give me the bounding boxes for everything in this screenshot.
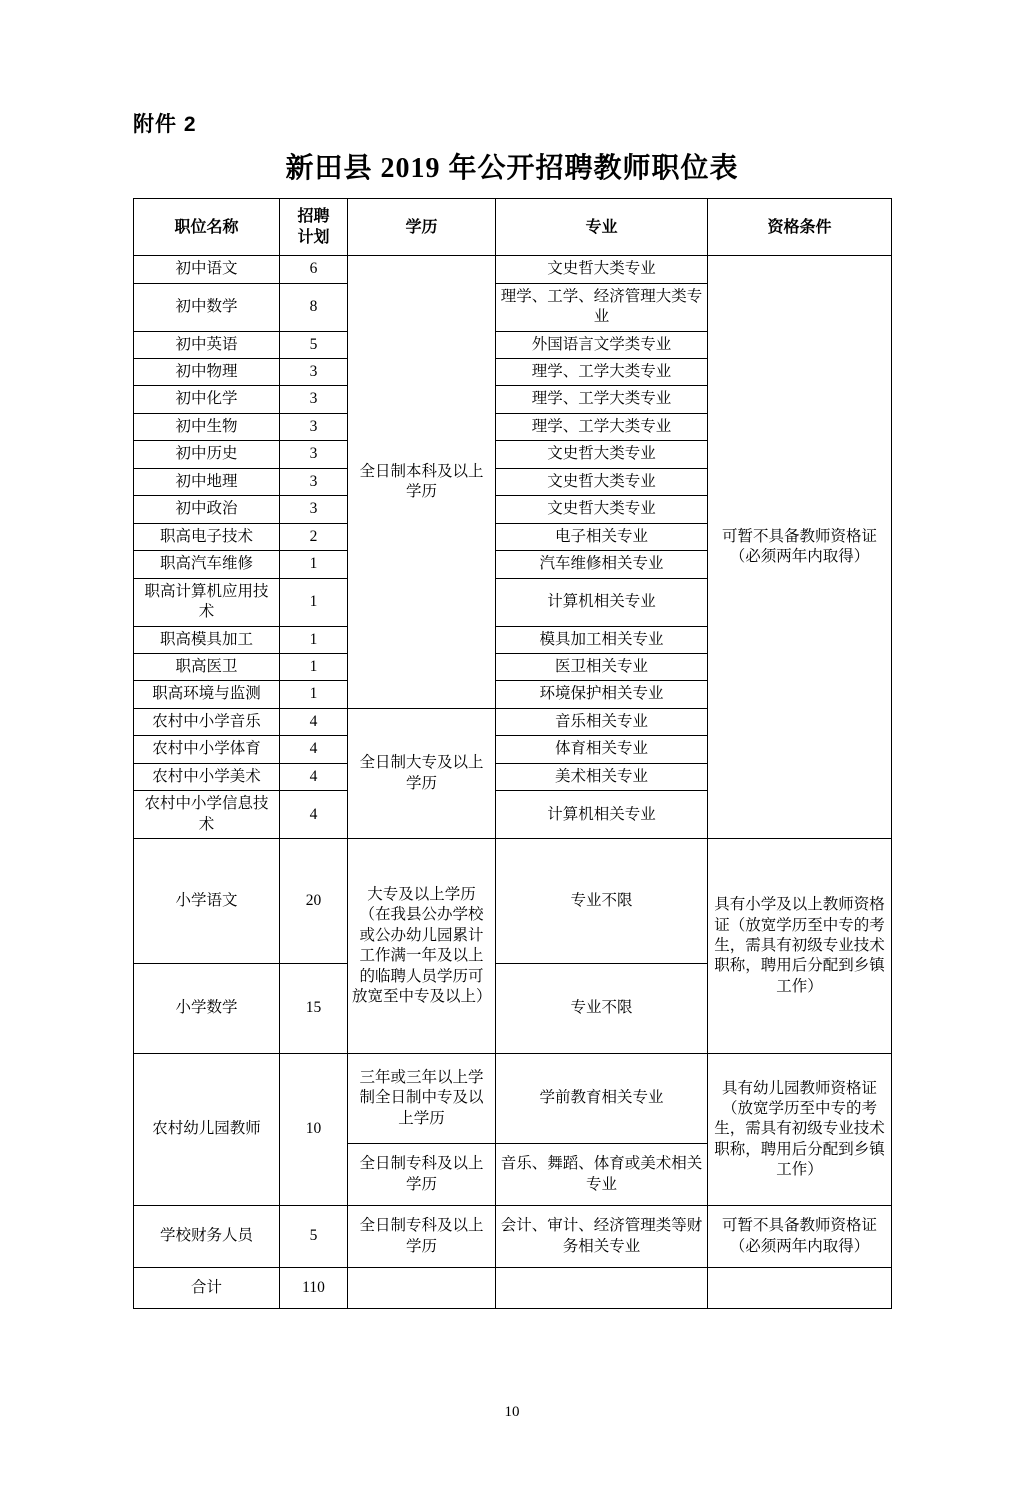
cell-plan: 1 [280, 551, 348, 578]
table-total-row [134, 1268, 892, 1309]
cell-plan: 8 [280, 283, 348, 331]
cell-qualification-kindergarten-cert: 具有幼儿园教师资格证（放宽学历至中专的考生，需具有初级专业技术职称，聘用后分配到乡镇工作） [708, 1054, 892, 1206]
total-education-blank [348, 1268, 496, 1309]
header-plan-line1: 招聘 [297, 208, 330, 225]
cell-major: 学前教育相关专业 [496, 1054, 708, 1144]
cell-major: 计算机相关专业 [496, 578, 708, 626]
cell-education-kindergarten-a: 三年或三年以上学制全日制中专及以上学历 [348, 1054, 496, 1144]
cell-major: 理学、工学大类专业 [496, 386, 708, 413]
cell-plan: 3 [280, 496, 348, 523]
table-header-row [134, 199, 892, 256]
cell-major: 理学、工学、经济管理大类专业 [496, 283, 708, 331]
cell-position: 初中生物 [134, 413, 280, 440]
cell-plan: 10 [280, 1054, 348, 1206]
header-plan [280, 199, 348, 256]
cell-major: 美术相关专业 [496, 763, 708, 790]
total-major-blank [496, 1268, 708, 1309]
cell-major: 理学、工学大类专业 [496, 413, 708, 440]
cell-position: 农村幼儿园教师 [134, 1054, 280, 1206]
table-row [134, 839, 892, 964]
header-qualification: 资格条件 [708, 199, 892, 256]
cell-plan: 20 [280, 839, 348, 964]
cell-position: 农村中小学信息技术 [134, 791, 280, 839]
header-education: 学历 [348, 199, 496, 256]
cell-major: 音乐相关专业 [496, 708, 708, 735]
cell-plan: 2 [280, 523, 348, 550]
cell-major: 汽车维修相关专业 [496, 551, 708, 578]
cell-major: 文史哲大类专业 [496, 441, 708, 468]
cell-plan: 6 [280, 256, 348, 283]
cell-major: 专业不限 [496, 839, 708, 964]
cell-plan: 4 [280, 763, 348, 790]
cell-position: 初中地理 [134, 468, 280, 495]
table-row [134, 1206, 892, 1268]
cell-plan: 5 [280, 1206, 348, 1268]
table-row [134, 256, 892, 283]
cell-plan: 1 [280, 654, 348, 681]
cell-position: 初中政治 [134, 496, 280, 523]
header-position: 职位名称 [134, 199, 280, 256]
cell-position: 职高环境与监测 [134, 681, 280, 708]
cell-plan: 3 [280, 413, 348, 440]
cell-major: 理学、工学大类专业 [496, 359, 708, 386]
cell-position: 小学数学 [134, 964, 280, 1054]
cell-plan: 1 [280, 681, 348, 708]
cell-major: 音乐、舞蹈、体育或美术相关专业 [496, 1144, 708, 1206]
total-qualification-blank [708, 1268, 892, 1309]
cell-major: 体育相关专业 [496, 736, 708, 763]
cell-plan: 4 [280, 791, 348, 839]
cell-education-finance: 全日制专科及以上学历 [348, 1206, 496, 1268]
cell-position: 职高电子技术 [134, 523, 280, 550]
cell-position: 职高汽车维修 [134, 551, 280, 578]
cell-plan: 15 [280, 964, 348, 1054]
cell-qualification-primary-cert: 具有小学及以上教师资格证（放宽学历至中专的考生，需具有初级专业技术职称，聘用后分配到乡镇工作） [708, 839, 892, 1054]
cell-plan: 5 [280, 331, 348, 358]
cell-position: 初中物理 [134, 359, 280, 386]
cell-position: 职高模具加工 [134, 626, 280, 653]
cell-qualification-finance-cert: 可暂不具备教师资格证（必须两年内取得） [708, 1206, 892, 1268]
cell-position: 初中历史 [134, 441, 280, 468]
cell-education-primary: 大专及以上学历（在我县公办学校或公办幼儿园累计工作满一年及以上的临聘人员学历可放宽至中专及以上） [348, 839, 496, 1054]
page-number: 10 [504, 1404, 520, 1420]
table-row [134, 1054, 892, 1144]
cell-plan: 4 [280, 708, 348, 735]
cell-position: 职高计算机应用技术 [134, 578, 280, 626]
cell-position: 小学语文 [134, 839, 280, 964]
cell-plan: 1 [280, 578, 348, 626]
cell-position: 初中语文 [134, 256, 280, 283]
cell-major: 文史哲大类专业 [496, 468, 708, 495]
cell-major: 文史哲大类专业 [496, 256, 708, 283]
cell-qualification-teacher-cert: 可暂不具备教师资格证（必须两年内取得） [708, 256, 892, 839]
cell-plan: 4 [280, 736, 348, 763]
total-value: 110 [280, 1268, 348, 1309]
recruitment-position-table [133, 198, 892, 1309]
cell-position: 初中英语 [134, 331, 280, 358]
cell-position: 职高医卫 [134, 654, 280, 681]
cell-major: 文史哲大类专业 [496, 496, 708, 523]
cell-plan: 3 [280, 468, 348, 495]
page-title: 新田县 2019 年公开招聘教师职位表 [285, 153, 739, 184]
header-plan-line2: 计划 [297, 229, 330, 247]
cell-position: 初中数学 [134, 283, 280, 331]
cell-major: 专业不限 [496, 964, 708, 1054]
cell-education-bachelor: 全日制本科及以上学历 [348, 256, 496, 709]
attachment-label: 附件 2 [133, 113, 197, 136]
cell-position: 学校财务人员 [134, 1206, 280, 1268]
cell-major: 计算机相关专业 [496, 791, 708, 839]
cell-position: 农村中小学美术 [134, 763, 280, 790]
total-label: 合计 [134, 1268, 280, 1309]
header-major: 专业 [496, 199, 708, 256]
cell-major: 会计、审计、经济管理类等财务相关专业 [496, 1206, 708, 1268]
cell-plan: 3 [280, 441, 348, 468]
cell-position: 农村中小学体育 [134, 736, 280, 763]
cell-major: 医卫相关专业 [496, 654, 708, 681]
cell-major: 环境保护相关专业 [496, 681, 708, 708]
cell-education-college: 全日制大专及以上学历 [348, 708, 496, 838]
cell-major: 外国语言文学类专业 [496, 331, 708, 358]
cell-education-kindergarten-b: 全日制专科及以上学历 [348, 1144, 496, 1206]
cell-plan: 3 [280, 359, 348, 386]
cell-position: 农村中小学音乐 [134, 708, 280, 735]
cell-plan: 3 [280, 386, 348, 413]
cell-position: 初中化学 [134, 386, 280, 413]
cell-major: 电子相关专业 [496, 523, 708, 550]
cell-major: 模具加工相关专业 [496, 626, 708, 653]
cell-plan: 1 [280, 626, 348, 653]
